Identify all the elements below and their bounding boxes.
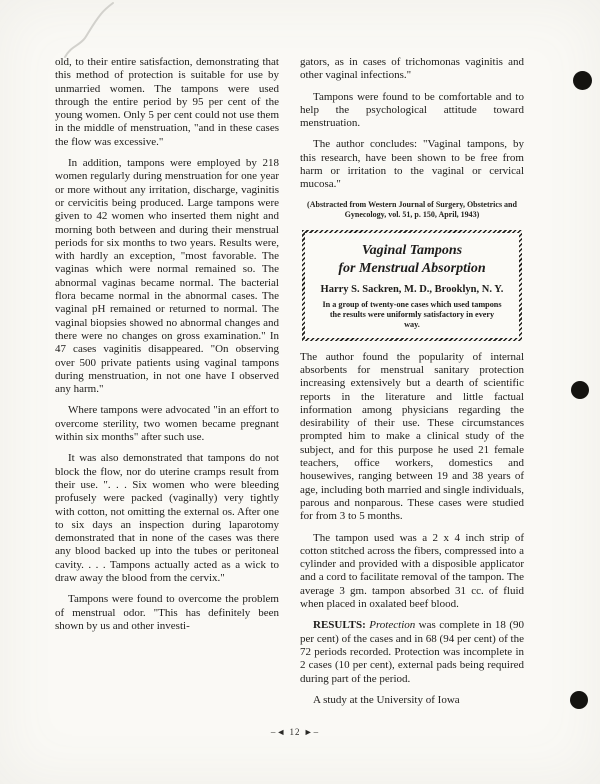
- article-title-line2: for Menstrual Absorption: [338, 260, 486, 276]
- article-title: [315, 242, 509, 278]
- page-number-value: 12: [289, 727, 301, 737]
- paragraph: The author concludes: "Vaginal tampons, by this research, have been shown to be free from harm or irritation to the vaginal or cervical mucosa.": [300, 138, 524, 191]
- source-citation: (Abstracted from Western Journal of Surgery, Obstetrics and Gynecology, vol. 51, p. 150, April, 1943): [307, 199, 517, 219]
- paragraph: Where tampons were advocated "in an effort to overcome sterility, two women became pregnant within six months" after such use.: [55, 404, 279, 444]
- page-number: [240, 727, 350, 737]
- article-title-box-inner: [305, 233, 519, 338]
- article-title-box: [302, 230, 522, 341]
- paragraph: In addition, tampons were employed by 218 women regularly during menstruation for one year or more without any irritation, discharge, vaginitis or cervicitis being produced. Large tampons were given to 42 women who inserted them night and morning both between and during their menstrual periods for six months to two years. Results were, with hardly an exception, "most favorable. The vaginas which were normal remained so. The abnormal vaginas became normal. The bacterial flora became normal in the abnormal cases. The vaginal pH remained or returned to normal. The vaginal biopsies showed no abnormal changes and there were no changes on gross examination." In 47 cases vaginitis disappeared. "On observing over 500 private patients using vaginal tampons during menstruation, in not one have I observed any harm.": [55, 157, 279, 396]
- page-number-right-ornament-icon: ►–: [303, 727, 320, 737]
- results-text: was complete in 18 (90 per cent) of the cases and in 68 (94 per cent) of the 72 periods recorded. Protection was incomplete in 2 cases (10 per cent), external pads being required during part of the period.: [300, 619, 524, 685]
- results-emphasis: Protection: [369, 619, 416, 632]
- results-paragraph: [300, 619, 524, 685]
- article-author: Harry S. Sackren, M. D., Brooklyn, N. Y.: [320, 283, 504, 295]
- article-summary: In a group of twenty-one cases which used tampons the results were uniformly satisfactory in every way.: [322, 299, 502, 329]
- left-column: [55, 56, 279, 641]
- registration-dot-icon: [571, 381, 589, 399]
- paragraph: gators, as in cases of trichomonas vaginitis and other vaginal infections.": [300, 56, 524, 82]
- article-title-line1: Vaginal Tampons: [361, 242, 463, 258]
- registration-dot-icon: [573, 71, 592, 90]
- paragraph: Tampons were found to overcome the problem of menstrual odor. "This has definitely been shown by us and other investi-: [55, 593, 279, 632]
- paragraph: The author found the popularity of internal absorbents for menstrual sanitary protection increasing extensively but a dearth of scientific reports in the literature and little factual information among physicians regarding the desirability of their use. These circumstances prompted him to make a clinical study of the subject, and for this purpose he used 21 female teachers, office workers, domestics and housewives, ranging between 19 and 38 years of age, including both married and single individuals, parous and nonparous. These cases were studied for from 3 to 5 months.: [300, 350, 524, 523]
- paragraph: Tampons were found to be comfortable and to help the psychological attitude toward menstruation.: [300, 90, 524, 130]
- pencil-scan-mark-icon: [55, 0, 125, 60]
- page-number-left-ornament-icon: –◄: [270, 727, 287, 737]
- paragraph: A study at the University of Iowa: [313, 693, 460, 706]
- registration-dot-icon: [570, 691, 588, 709]
- results-label: RESULTS:: [313, 619, 370, 632]
- right-column: [300, 56, 524, 715]
- paragraph: old, to their entire satisfaction, demonstrating that this method of protection is suitable for use by unmarried women. The tampons were used through the entire period by 95 per cent of the young women. Only 5 per cent could not use them in the middle of menstruation, "and in these cases the flow was excessive.": [55, 56, 279, 148]
- paragraph: It was also demonstrated that tampons do not block the flow, nor do uterine cramps result from their use. ". . . Six women who were bleeding profusely were packed (vaginally) very tightly with cotton, not omitting the external os. After one to six days an inspection during laparotomy demonstrated that in none of the cases was there any blood backed up into the tubes or peritoneal cavity. . . . Tampons actually acted as a wick to draw away the blood from the cervix.": [55, 452, 279, 584]
- paragraph: The tampon used was a 2 x 4 inch strip of cotton stitched across the fibers, compressed into a cylinder and provided with a disposible applicator and a cord to facilitate removal of the tampon. The average 3 gm. tampon absorbed 31 cc. of fluid when placed in oxalated beef blood.: [300, 531, 524, 611]
